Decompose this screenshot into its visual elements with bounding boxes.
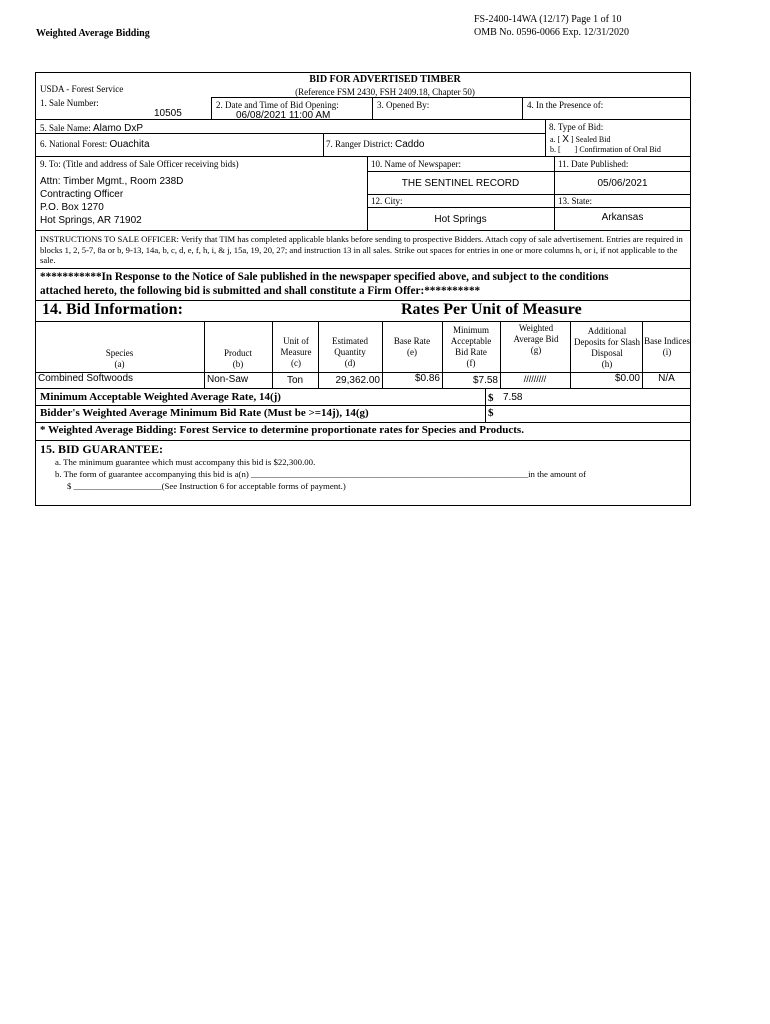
agency-label: USDA - Forest Service xyxy=(40,84,124,94)
row-base-rate[interactable]: $0.86 xyxy=(414,373,440,384)
omb-number: OMB No. 0596-0066 Exp. 12/31/2020 xyxy=(474,27,629,38)
row-quantity[interactable]: 29,362.00 xyxy=(335,375,380,386)
newspaper-value[interactable]: THE SENTINEL RECORD xyxy=(401,178,520,189)
response-line-1: ***********In Response to the Notice of Sale published in the newspaper specified above, and subject to the conditions xyxy=(40,271,609,283)
col-product: Product (b) xyxy=(224,348,252,369)
bid-info-title: 14. Bid Information: xyxy=(42,301,183,318)
oral-bid-option[interactable]: b. [ ] Confirmation of Oral Bid xyxy=(550,145,661,154)
col-min-rate: Minimum Acceptable Bid Rate (f) xyxy=(450,325,492,368)
forest-label: 6. National Forest: Ouachita xyxy=(40,139,150,150)
sale-name-label: 5. Sale Name: Alamo DxP xyxy=(40,123,144,134)
bid-opening-label: 2. Date and Time of Bid Opening: xyxy=(216,100,339,110)
guarantee-line-c[interactable]: $ ____________________(See Instruction 6 for acceptable forms of payment.) xyxy=(67,481,346,491)
form-id: FS-2400-14WA (12/17) Page 1 of 10 xyxy=(474,14,622,25)
bidder-rate-label: Bidder's Weighted Average Minimum Bid Rate (Must be >=14j), 14(g) xyxy=(40,407,369,419)
sale-number-value[interactable]: 10505 xyxy=(154,108,182,119)
presence-label: 4. In the Presence of: xyxy=(527,100,604,110)
guarantee-title: 15. BID GUARANTEE: xyxy=(40,442,164,456)
ranger-label: 7. Ranger District: Caddo xyxy=(326,139,425,150)
weighted-note: * Weighted Average Bidding: Forest Service to determine proportionate rates for Species and Products. xyxy=(40,424,524,436)
sale-name-value[interactable]: Alamo DxP xyxy=(93,123,144,134)
published-value[interactable]: 05/06/2021 xyxy=(597,178,648,189)
ranger-value[interactable]: Caddo xyxy=(395,139,425,150)
newspaper-label: 10. Name of Newspaper: xyxy=(371,159,461,169)
col-base-rate: Base Rate (e) xyxy=(393,336,431,357)
bidder-rate-dollar: $ xyxy=(488,407,494,419)
published-label: 11. Date Published: xyxy=(558,159,629,169)
row-slash[interactable]: $0.00 xyxy=(614,373,640,384)
rates-title: Rates Per Unit of Measure xyxy=(401,301,582,318)
guarantee-line-b[interactable]: b. The form of guarantee accompanying this bid is a(n) _______________________________________________________________in the amount of xyxy=(55,469,586,479)
guarantee-line-a: a. The minimum guarantee which must accompany this bid is $22,300.00. xyxy=(55,457,316,467)
col-indices: Base Indices (i) xyxy=(644,336,690,357)
min-rate-value[interactable]: 7.58 xyxy=(503,392,523,403)
bid-type-label: 8. Type of Bid: xyxy=(549,122,604,132)
min-rate-label: Minimum Acceptable Weighted Average Rate, 14(j) xyxy=(40,391,281,403)
col-unit: Unit of Measure (c) xyxy=(280,336,312,368)
city-value[interactable]: Hot Springs xyxy=(434,214,487,225)
opened-by-label: 3. Opened By: xyxy=(377,100,430,110)
form-left-title: Weighted Average Bidding xyxy=(36,28,150,39)
row-species[interactable]: Combined Softwoods xyxy=(38,373,134,384)
row-unit[interactable]: Ton xyxy=(286,375,304,386)
address-block[interactable]: Attn: Timber Mgmt., Room 238D Contracting Officer P.O. Box 1270 Hot Springs, AR 71902 xyxy=(40,176,184,226)
state-value[interactable]: Arkansas xyxy=(601,212,644,223)
row-weighted[interactable]: ///////// xyxy=(523,374,547,384)
row-min-rate[interactable]: $7.58 xyxy=(472,375,498,386)
bid-opening-value[interactable]: 06/08/2021 11:00 AM xyxy=(236,110,331,121)
forest-value[interactable]: Ouachita xyxy=(109,139,150,150)
state-label: 13. State: xyxy=(558,196,592,206)
row-product[interactable]: Non-Saw xyxy=(207,374,249,385)
col-slash: Additional Deposits for Slash Disposal (h) xyxy=(574,326,640,369)
form-title: BID FOR ADVERTISED TIMBER xyxy=(309,74,461,85)
sale-number-label: 1. Sale Number: xyxy=(40,98,99,108)
row-indices[interactable]: N/A xyxy=(658,373,675,384)
instructions-text: INSTRUCTIONS TO SALE OFFICER: Verify that TIM has completed applicable blanks before sending to prospective Bidders. Attach copy of sale advertisement. Entries are required in blocks 1, 2, 5-7, 8a or b, 9-13, 14a, b, c, d, e, f, h, i, & j, 15a, 19, 20, 27; and instruction 13 in all sales. Strike out spaces for entries in one or more columns h, or i, if not applicable to the sale. xyxy=(40,234,683,265)
col-weighted: Weighted Average Bid (g) xyxy=(513,323,559,355)
city-label: 12. City: xyxy=(371,196,403,206)
form-reference: (Reference FSM 2430, FSH 2409.18, Chapter 50) xyxy=(295,87,475,97)
response-line-2: attached hereto, the following bid is submitted and shall constitute a Firm Offer:********** xyxy=(40,285,481,297)
min-rate-dollar: $ xyxy=(488,392,494,404)
sealed-bid-mark: X xyxy=(562,134,569,145)
sealed-bid-option[interactable]: a. [ X ] Sealed Bid xyxy=(550,134,611,145)
col-species: Species (a) xyxy=(105,348,134,369)
to-label: 9. To: (Title and address of Sale Officer receiving bids) xyxy=(40,159,239,169)
col-quantity: Estimated Quantity (d) xyxy=(332,336,368,368)
